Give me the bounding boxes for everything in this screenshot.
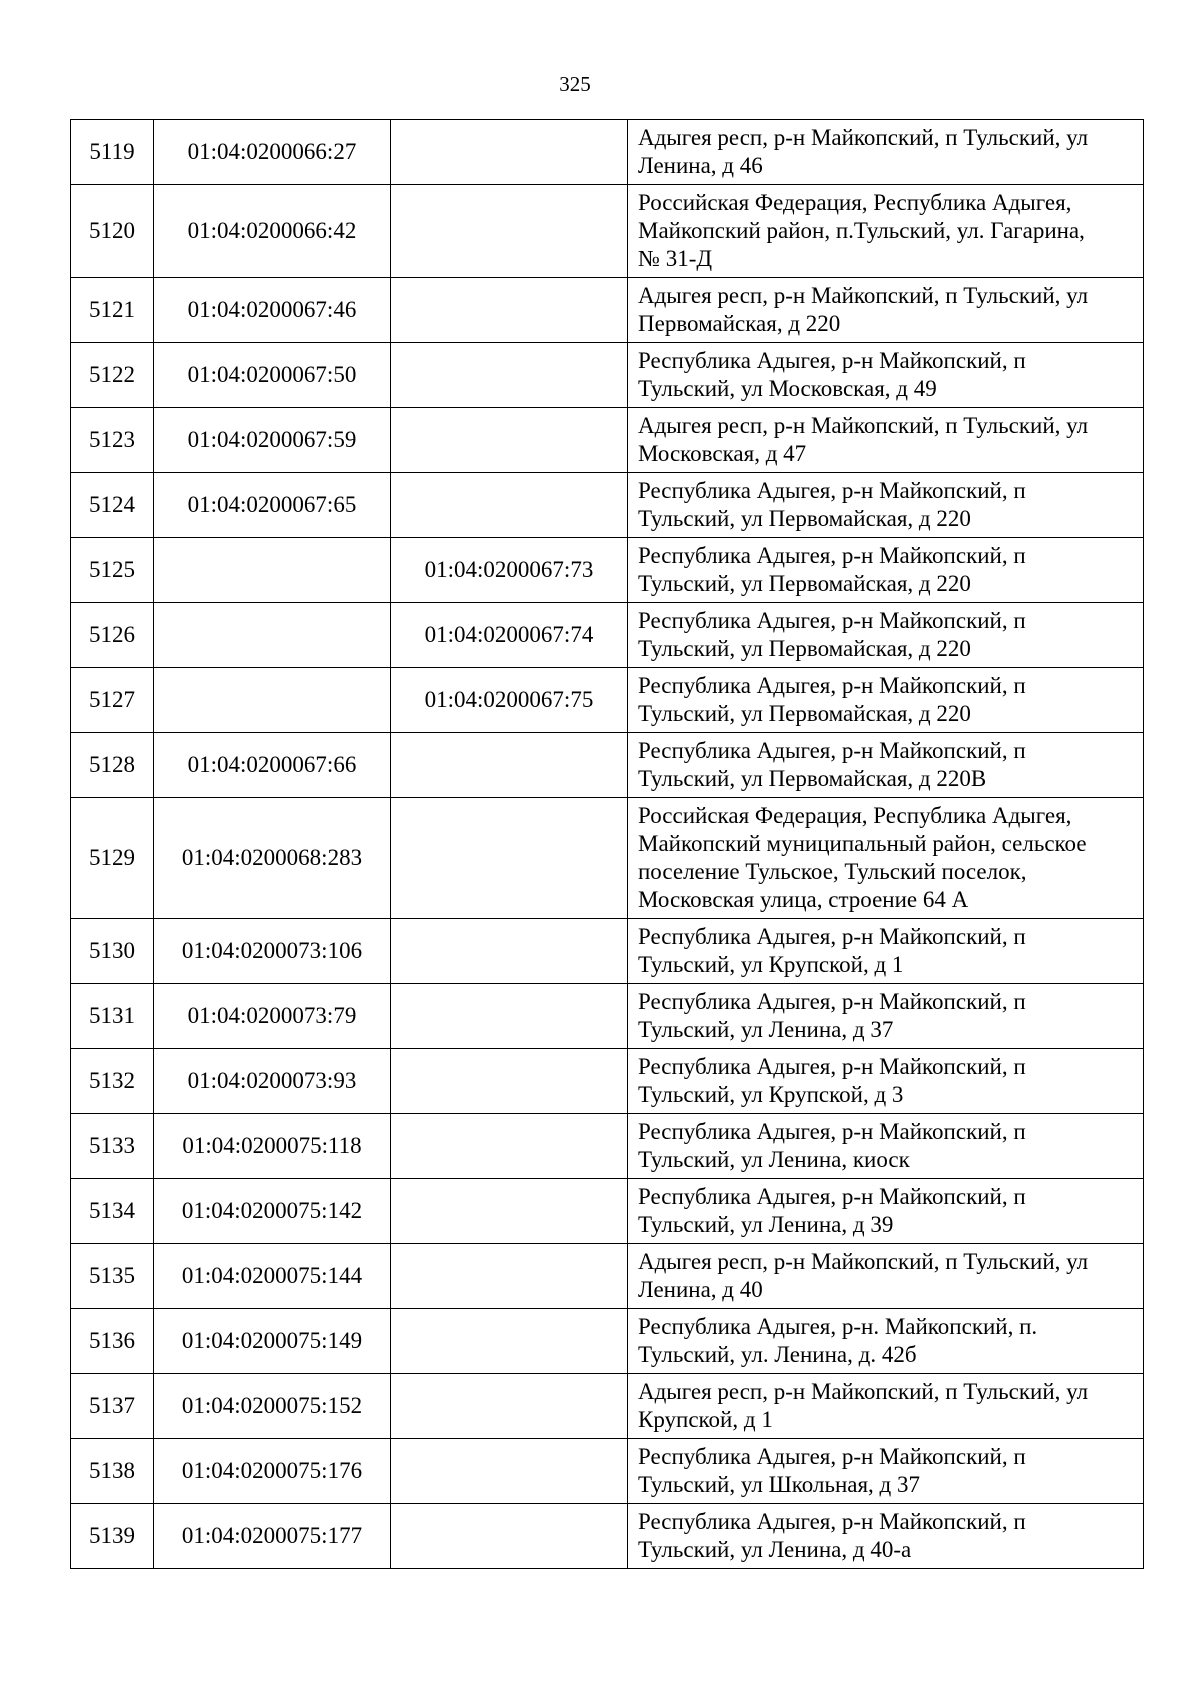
row-number-cell: 5137 <box>71 1374 154 1439</box>
registry-table-body <box>71 120 1144 1569</box>
address-line: Тульский, ул Крупской, д 1 <box>638 952 904 977</box>
table-row <box>71 473 1144 538</box>
address-cell <box>628 538 1144 603</box>
cadastral-number-secondary-cell <box>391 1244 628 1309</box>
cadastral-number-cell: 01:04:0200068:283 <box>154 798 391 919</box>
address-line: Адыгея респ, р-н Майкопский, п Тульский, ул <box>638 1379 1089 1404</box>
cadastral-number-cell: 01:04:0200067:50 <box>154 343 391 408</box>
row-number-cell: 5121 <box>71 278 154 343</box>
row-number-cell: 5139 <box>71 1504 154 1569</box>
cadastral-number-cell: 01:04:0200075:176 <box>154 1439 391 1504</box>
table-row <box>71 984 1144 1049</box>
row-number-cell: 5127 <box>71 668 154 733</box>
address-line: Первомайская, д 220 <box>638 311 841 336</box>
table-row <box>71 120 1144 185</box>
cadastral-number-secondary-cell <box>391 1439 628 1504</box>
cadastral-number-secondary-cell <box>391 343 628 408</box>
address-line: Московская, д 47 <box>638 441 807 466</box>
cadastral-number-secondary-cell <box>391 1504 628 1569</box>
address-line: Тульский, ул Ленина, киоск <box>638 1147 910 1172</box>
address-line: Республика Адыгея, р-н Майкопский, п <box>638 1119 1026 1144</box>
address-cell <box>628 919 1144 984</box>
table-row <box>71 1374 1144 1439</box>
cadastral-number-secondary-cell: 01:04:0200067:75 <box>391 668 628 733</box>
table-row <box>71 278 1144 343</box>
table-row <box>71 1309 1144 1374</box>
address-line: Российская Федерация, Республика Адыгея, <box>638 190 1072 215</box>
table-row <box>71 1049 1144 1114</box>
address-line: Республика Адыгея, р-н Майкопский, п <box>638 989 1026 1014</box>
table-row <box>71 343 1144 408</box>
cadastral-number-secondary-cell: 01:04:0200067:73 <box>391 538 628 603</box>
table-row <box>71 538 1144 603</box>
address-cell <box>628 1049 1144 1114</box>
table-row <box>71 1179 1144 1244</box>
cadastral-number-secondary-cell <box>391 473 628 538</box>
address-cell <box>628 1244 1144 1309</box>
table-row <box>71 1244 1144 1309</box>
address-cell <box>628 1374 1144 1439</box>
address-line: Адыгея респ, р-н Майкопский, п Тульский, ул <box>638 283 1089 308</box>
cadastral-number-cell: 01:04:0200075:144 <box>154 1244 391 1309</box>
row-number-cell: 5128 <box>71 733 154 798</box>
row-number-cell: 5135 <box>71 1244 154 1309</box>
cadastral-number-cell: 01:04:0200073:79 <box>154 984 391 1049</box>
cadastral-number-cell: 01:04:0200067:66 <box>154 733 391 798</box>
address-line: Республика Адыгея, р-н Майкопский, п <box>638 1054 1026 1079</box>
cadastral-number-cell <box>154 538 391 603</box>
cadastral-number-secondary-cell <box>391 984 628 1049</box>
address-cell <box>628 1179 1144 1244</box>
cadastral-number-cell: 01:04:0200075:142 <box>154 1179 391 1244</box>
address-cell <box>628 798 1144 919</box>
cadastral-number-secondary-cell <box>391 185 628 278</box>
address-line: Республика Адыгея, р-н Майкопский, п <box>638 673 1026 698</box>
table-row <box>71 408 1144 473</box>
cadastral-number-cell: 01:04:0200075:118 <box>154 1114 391 1179</box>
address-line: Крупской, д 1 <box>638 1407 773 1432</box>
cadastral-number-cell: 01:04:0200073:106 <box>154 919 391 984</box>
row-number-cell: 5120 <box>71 185 154 278</box>
address-line: Адыгея респ, р-н Майкопский, п Тульский, ул <box>638 1249 1089 1274</box>
address-cell <box>628 733 1144 798</box>
cadastral-number-cell: 01:04:0200067:46 <box>154 278 391 343</box>
address-cell <box>628 668 1144 733</box>
address-line: Тульский, ул. Ленина, д. 42б <box>638 1342 917 1367</box>
row-number-cell: 5133 <box>71 1114 154 1179</box>
cadastral-number-cell: 01:04:0200066:27 <box>154 120 391 185</box>
row-number-cell: 5124 <box>71 473 154 538</box>
cadastral-number-secondary-cell: 01:04:0200067:74 <box>391 603 628 668</box>
table-row <box>71 733 1144 798</box>
address-line: Российская Федерация, Республика Адыгея, <box>638 803 1072 828</box>
address-cell <box>628 1504 1144 1569</box>
cadastral-number-cell: 01:04:0200075:177 <box>154 1504 391 1569</box>
address-line: Республика Адыгея, р-н Майкопский, п <box>638 543 1026 568</box>
cadastral-number-cell <box>154 603 391 668</box>
address-cell <box>628 120 1144 185</box>
address-line: Ленина, д 46 <box>638 153 763 178</box>
address-cell <box>628 185 1144 278</box>
cadastral-number-secondary-cell <box>391 1374 628 1439</box>
table-row <box>71 185 1144 278</box>
address-line: Республика Адыгея, р-н Майкопский, п <box>638 348 1026 373</box>
row-number-cell: 5132 <box>71 1049 154 1114</box>
cadastral-number-secondary-cell <box>391 1114 628 1179</box>
address-cell <box>628 1439 1144 1504</box>
address-line: Республика Адыгея, р-н Майкопский, п <box>638 608 1026 633</box>
address-line: № 31-Д <box>638 246 713 271</box>
cadastral-number-cell: 01:04:0200067:65 <box>154 473 391 538</box>
address-line: Тульский, ул Ленина, д 40-а <box>638 1537 912 1562</box>
address-cell <box>628 1114 1144 1179</box>
address-line: Тульский, ул Крупской, д 3 <box>638 1082 904 1107</box>
cadastral-number-cell: 01:04:0200066:42 <box>154 185 391 278</box>
address-cell <box>628 408 1144 473</box>
address-line: Майкопский муниципальный район, сельское <box>638 831 1087 856</box>
address-line: Республика Адыгея, р-н Майкопский, п <box>638 924 1026 949</box>
table-row <box>71 1114 1144 1179</box>
address-line: Республика Адыгея, р-н. Майкопский, п. <box>638 1314 1038 1339</box>
address-line: Республика Адыгея, р-н Майкопский, п <box>638 1184 1026 1209</box>
address-line: Тульский, ул Московская, д 49 <box>638 376 937 401</box>
cadastral-number-secondary-cell <box>391 1309 628 1374</box>
address-line: Адыгея респ, р-н Майкопский, п Тульский, ул <box>638 413 1089 438</box>
address-line: Тульский, ул Первомайская, д 220 <box>638 636 971 661</box>
address-cell <box>628 603 1144 668</box>
table-row <box>71 603 1144 668</box>
table-row <box>71 1504 1144 1569</box>
address-line: Тульский, ул Ленина, д 39 <box>638 1212 894 1237</box>
row-number-cell: 5138 <box>71 1439 154 1504</box>
address-line: Республика Адыгея, р-н Майкопский, п <box>638 1444 1026 1469</box>
address-line: Майкопский район, п.Тульский, ул. Гагарина, <box>638 218 1085 243</box>
address-line: Республика Адыгея, р-н Майкопский, п <box>638 1509 1026 1534</box>
address-line: Республика Адыгея, р-н Майкопский, п <box>638 738 1026 763</box>
cadastral-number-secondary-cell <box>391 120 628 185</box>
table-row <box>71 668 1144 733</box>
address-cell <box>628 278 1144 343</box>
table-row <box>71 919 1144 984</box>
row-number-cell: 5136 <box>71 1309 154 1374</box>
address-cell <box>628 473 1144 538</box>
cadastral-number-cell: 01:04:0200067:59 <box>154 408 391 473</box>
cadastral-number-secondary-cell <box>391 278 628 343</box>
row-number-cell: 5119 <box>71 120 154 185</box>
address-line: Ленина, д 40 <box>638 1277 763 1302</box>
address-line: Республика Адыгея, р-н Майкопский, п <box>638 478 1026 503</box>
row-number-cell: 5125 <box>71 538 154 603</box>
address-line: Московская улица, строение 64 А <box>638 887 969 912</box>
address-cell <box>628 984 1144 1049</box>
cadastral-number-secondary-cell <box>391 408 628 473</box>
row-number-cell: 5130 <box>71 919 154 984</box>
table-row <box>71 798 1144 919</box>
address-line: Тульский, ул Первомайская, д 220 <box>638 571 971 596</box>
row-number-cell: 5134 <box>71 1179 154 1244</box>
address-line: Тульский, ул Ленина, д 37 <box>638 1017 894 1042</box>
cadastral-number-secondary-cell <box>391 733 628 798</box>
address-line: поселение Тульское, Тульский поселок, <box>638 859 1027 884</box>
address-line: Тульский, ул Первомайская, д 220 <box>638 506 971 531</box>
address-line: Адыгея респ, р-н Майкопский, п Тульский, ул <box>638 125 1089 150</box>
address-cell <box>628 1309 1144 1374</box>
page-number: 325 <box>559 72 591 96</box>
row-number-cell: 5123 <box>71 408 154 473</box>
cadastral-number-cell: 01:04:0200075:152 <box>154 1374 391 1439</box>
row-number-cell: 5129 <box>71 798 154 919</box>
table-row <box>71 1439 1144 1504</box>
address-line: Тульский, ул Первомайская, д 220В <box>638 766 987 791</box>
cadastral-number-cell: 01:04:0200073:93 <box>154 1049 391 1114</box>
cadastral-number-secondary-cell <box>391 798 628 919</box>
address-line: Тульский, ул Школьная, д 37 <box>638 1472 920 1497</box>
cadastral-number-cell <box>154 668 391 733</box>
cadastral-number-secondary-cell <box>391 919 628 984</box>
cadastral-number-secondary-cell <box>391 1049 628 1114</box>
cadastral-number-cell: 01:04:0200075:149 <box>154 1309 391 1374</box>
row-number-cell: 5122 <box>71 343 154 408</box>
row-number-cell: 5126 <box>71 603 154 668</box>
address-cell <box>628 343 1144 408</box>
registry-table <box>70 119 1144 1569</box>
row-number-cell: 5131 <box>71 984 154 1049</box>
cadastral-number-secondary-cell <box>391 1179 628 1244</box>
address-line: Тульский, ул Первомайская, д 220 <box>638 701 971 726</box>
